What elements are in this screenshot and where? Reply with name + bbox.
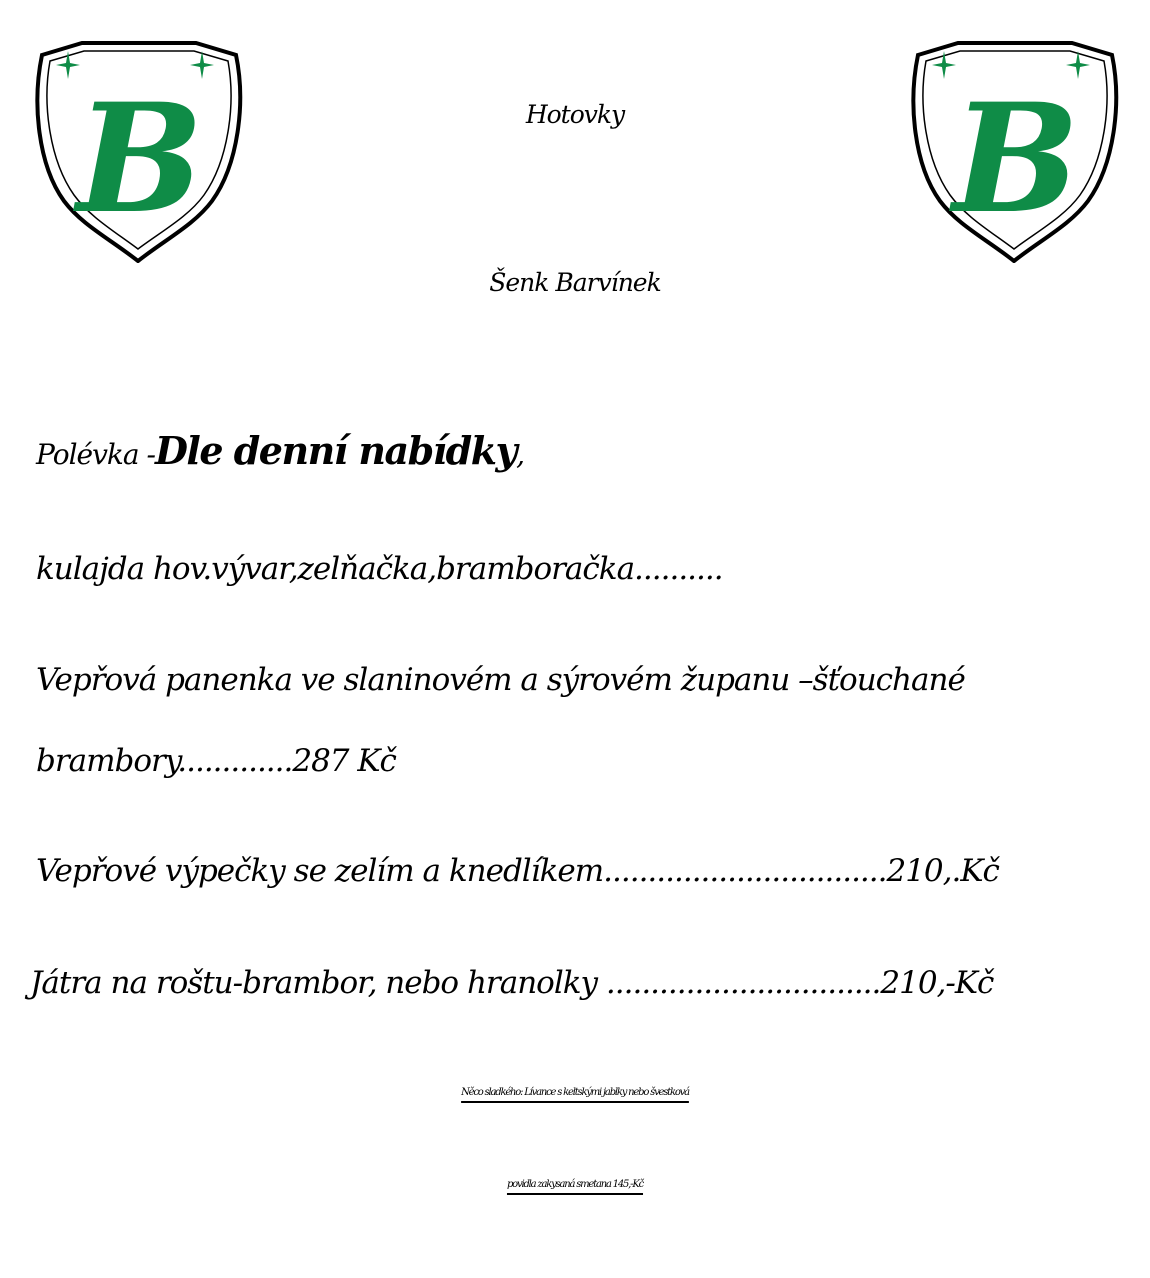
restaurant-name: Šenk Barvínek bbox=[489, 268, 661, 297]
dessert-line-1: Něco sladkého: Lívance s keltskými jablky nebo švestková bbox=[461, 1087, 689, 1098]
soup-line bbox=[36, 428, 524, 473]
page-title: Hotovky bbox=[525, 100, 625, 129]
svg-text:B: B bbox=[76, 71, 204, 247]
dish-1-line-1: Vepřová panenka ve slaninovém a sýrovém županu –šťouchané bbox=[36, 662, 965, 698]
crest-logo-right bbox=[910, 41, 1120, 263]
soup-label: Polévka - bbox=[36, 438, 155, 471]
dessert-line-2: povidla zakysaná smetana 145,-Kč bbox=[506, 1179, 644, 1190]
dish-2: Vepřové výpečky se zelím a knedlíkem................................210,.Kč bbox=[36, 853, 999, 889]
soup-emphasis: Dle denní nabídky bbox=[154, 428, 517, 473]
dish-3: Játra na roštu-brambor, nebo hranolky ...............................210,-Kč bbox=[30, 965, 994, 1001]
soup-suffix: , bbox=[516, 438, 525, 471]
shield-icon bbox=[34, 41, 244, 263]
shield-icon bbox=[910, 41, 1120, 263]
crest-logo-left bbox=[34, 41, 244, 263]
dish-1-line-2: brambory.............287 Kč bbox=[36, 743, 396, 779]
svg-text:B: B bbox=[952, 71, 1080, 247]
soup-items: kulajda hov.vývar,zelňačka,bramboračka.......... bbox=[36, 551, 723, 587]
